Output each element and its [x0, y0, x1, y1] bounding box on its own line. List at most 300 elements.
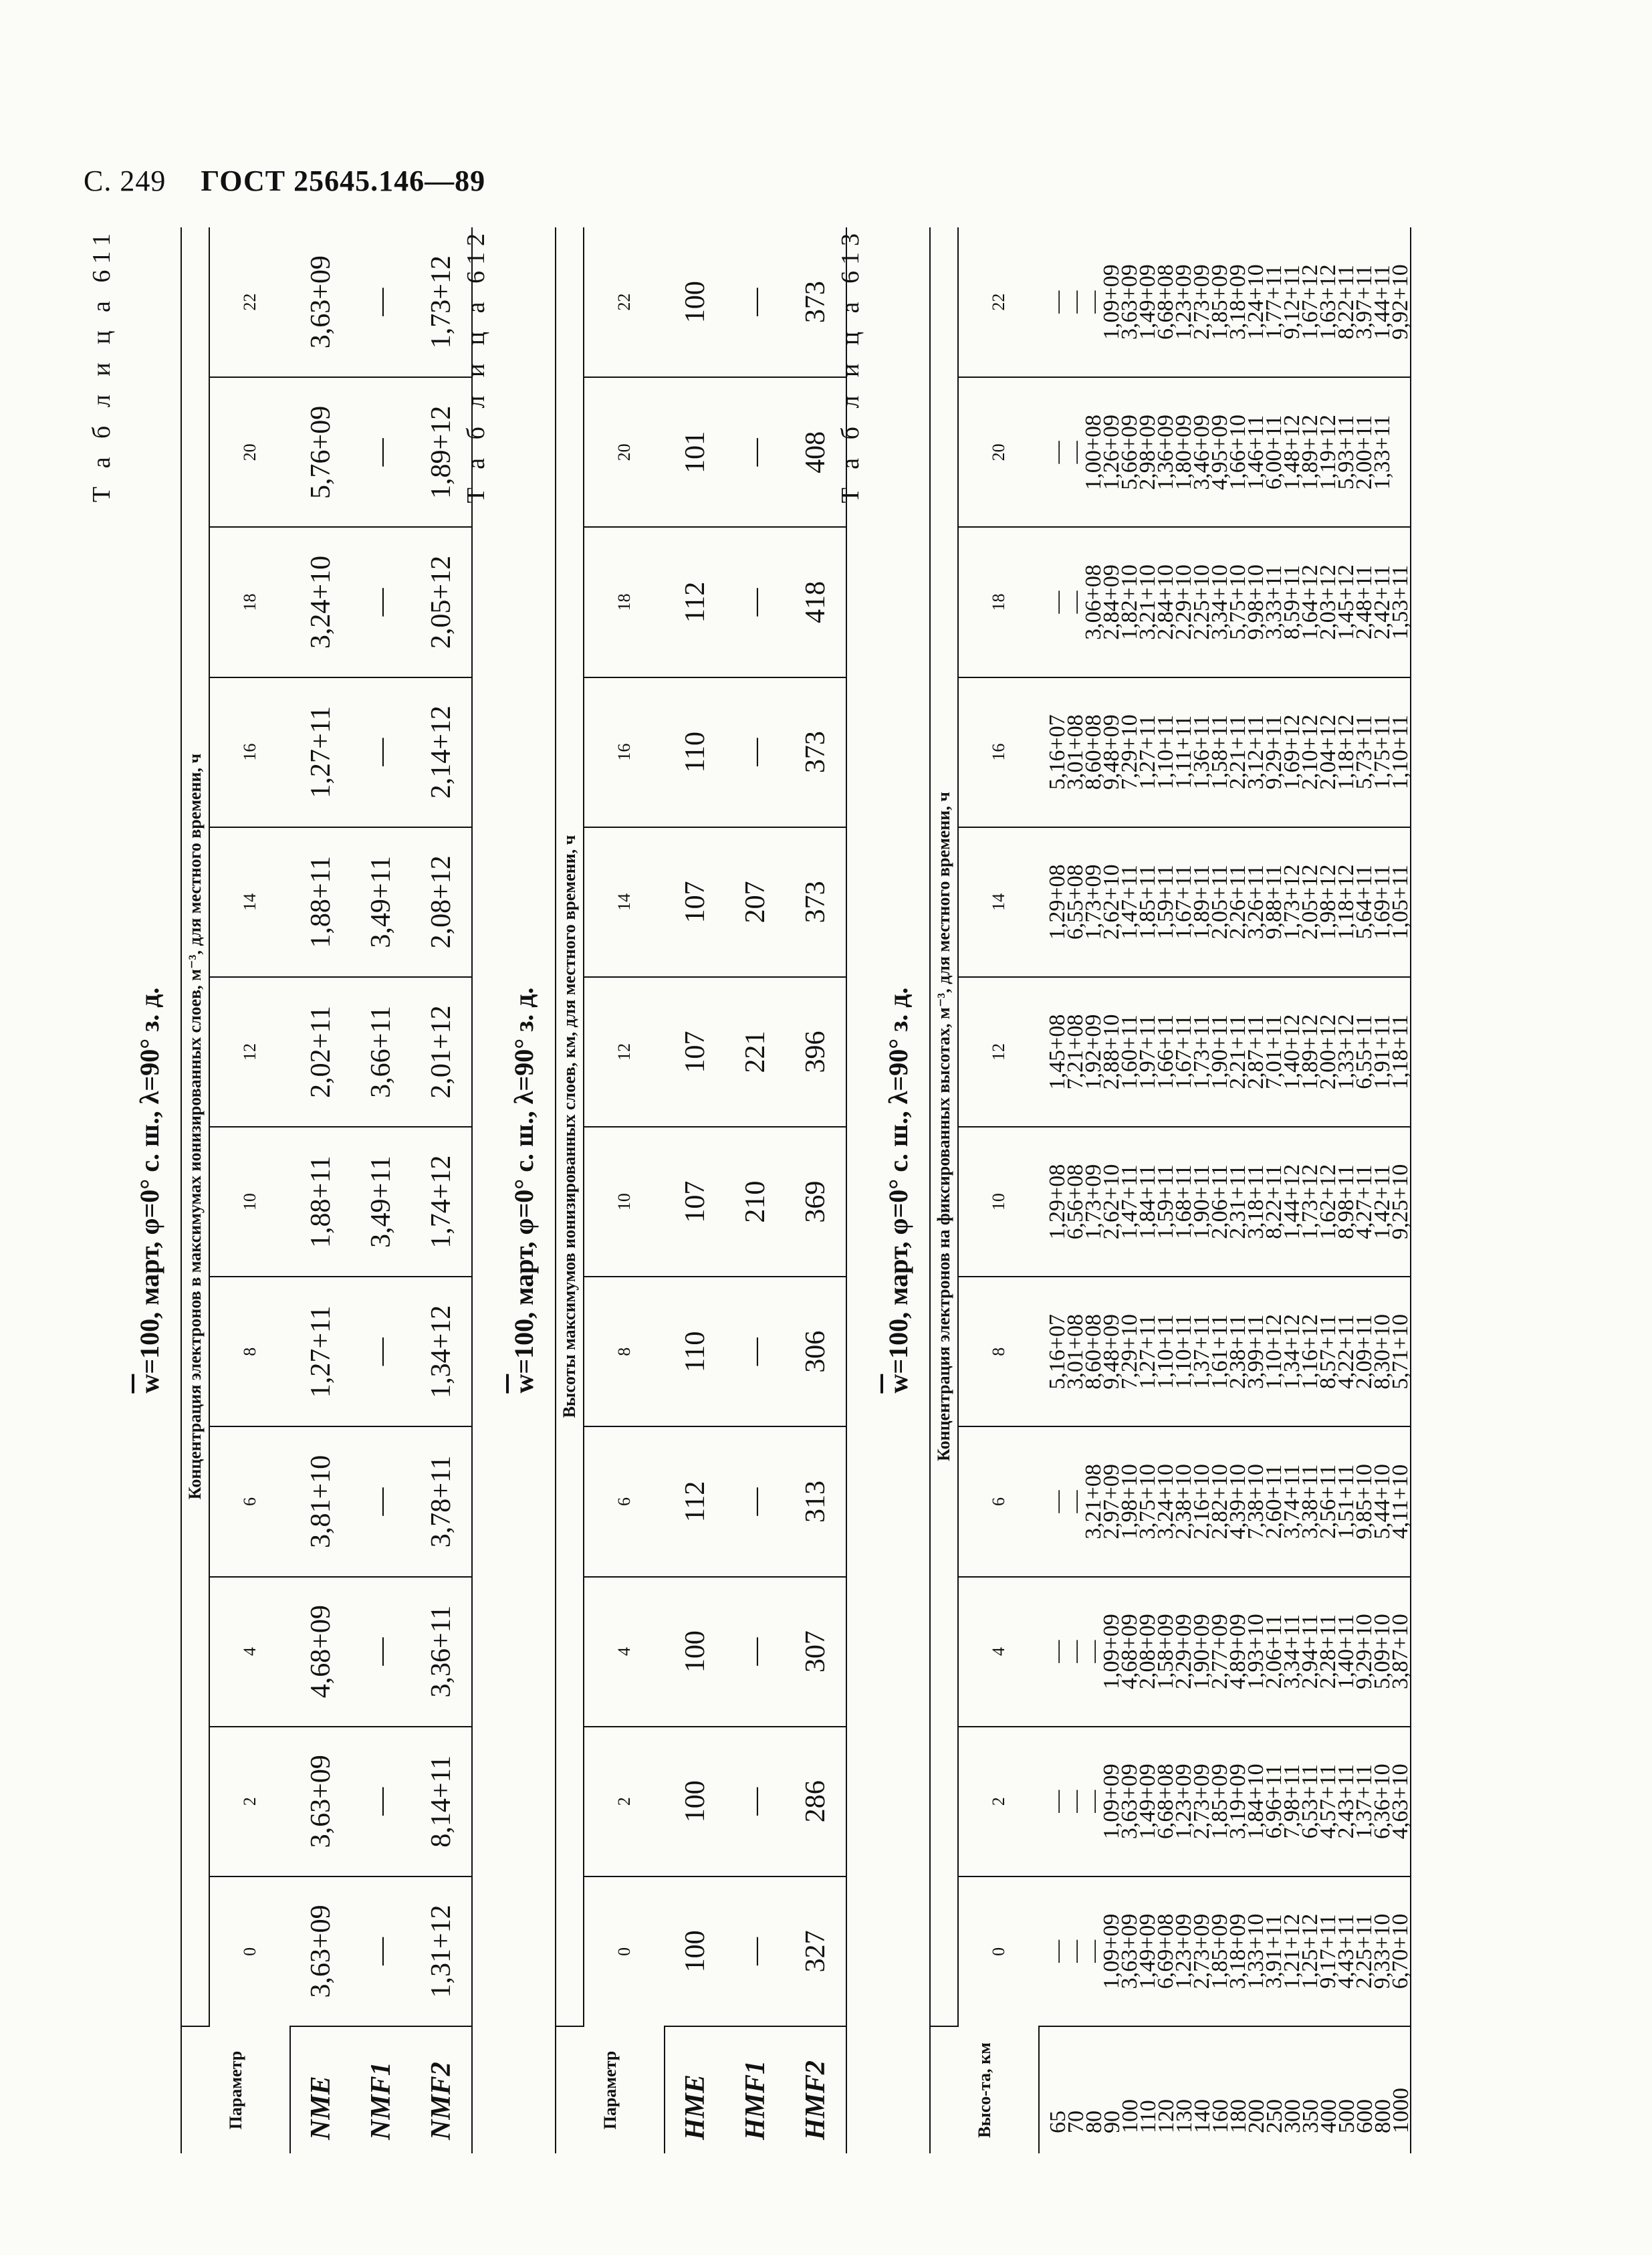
concentration-value: 2,03+12 [1316, 564, 1340, 640]
concentration-value: 3,24+10 [1153, 1464, 1178, 1539]
concentration-value: 9,33+10 [1370, 1913, 1395, 1990]
table-611-title-w: $\overline{w}$ [134, 1374, 164, 1394]
concentration-value: 6,68+08 [1153, 1763, 1178, 1840]
concentration-value: 1,05+11 [1388, 865, 1413, 940]
concentration-value: 1,44+12 [1280, 1164, 1304, 1240]
table-611-body [290, 227, 472, 2153]
concentration-value: 1,77+11 [1262, 264, 1286, 340]
value-cell: — [725, 377, 786, 527]
value-cell: 5,76+09 [290, 377, 351, 527]
table-613-title [882, 227, 914, 2153]
concentration-value: 6,53+11 [1298, 1764, 1322, 1839]
concentration-value: 1,10+11 [1153, 1314, 1178, 1390]
concentration-value: 6,68+08 [1153, 264, 1178, 340]
concentration-value: 1,10+11 [1388, 714, 1413, 790]
value-cell: 210 [725, 1127, 786, 1277]
value-cell: 1,89+12 [411, 377, 472, 527]
value-cell: 221 [725, 977, 786, 1127]
height-value: 1000 [1389, 2088, 1413, 2133]
concentration-value: 1,73+09 [1081, 1164, 1106, 1240]
hour-column [1039, 977, 1411, 1127]
value-cell: 3,81+10 [290, 1426, 351, 1576]
hour-header: 22 [584, 227, 665, 377]
concentration-value: — [1045, 1640, 1070, 1663]
concentration-value: 1,75+11 [1370, 714, 1395, 790]
concentration-value: — [1045, 1490, 1070, 1513]
concentration-value: 2,38+10 [1171, 1464, 1196, 1539]
value-cell: — [351, 1277, 411, 1426]
value-cell: 418 [786, 527, 846, 677]
value-cell: 1,34+12 [411, 1277, 472, 1426]
hour-column [1039, 377, 1411, 527]
concentration-value: 6,55+11 [1352, 1014, 1377, 1089]
value-cell: 369 [786, 1127, 846, 1277]
table-613-title-rest: =100, март, φ=0° с. ш., λ=90° з. д. [883, 987, 913, 1374]
concentration-value: 3,21+10 [1135, 564, 1160, 640]
value-cell: 3,49+11 [351, 1127, 411, 1277]
table-612-label: Т а б л и ц а 612 [462, 227, 490, 504]
page-header [84, 164, 485, 198]
concentration-value: 1,98+12 [1316, 864, 1340, 940]
hour-column [1039, 227, 1411, 377]
concentration-value: 1,49+09 [1135, 1763, 1160, 1840]
hour-column [1039, 677, 1411, 827]
hour-header: 10 [209, 1127, 290, 1277]
concentration-value: 2,42+11 [1370, 564, 1395, 640]
value-cell: — [725, 1277, 786, 1426]
concentration-value: 6,96+11 [1262, 1764, 1286, 1839]
concentration-value: 9,88+11 [1262, 865, 1286, 940]
param-header: Параметр [181, 2026, 290, 2153]
concentration-value: — [1045, 290, 1070, 314]
concentration-value: 1,89+12 [1298, 415, 1322, 490]
value-cell: — [351, 1577, 411, 1727]
concentration-value: 4,43+11 [1334, 1914, 1359, 1989]
hour-column [1039, 527, 1411, 677]
concentration-value: 5,73+11 [1352, 714, 1377, 790]
concentration-value: 1,40+11 [1334, 1614, 1359, 1689]
concentration-value: — [1081, 1640, 1106, 1663]
value-cell: 2,08+12 [411, 827, 472, 977]
concentration-value: 2,25+11 [1352, 1914, 1377, 1989]
concentration-value: 8,59+11 [1280, 564, 1304, 640]
concentration-value: 3,46+09 [1189, 415, 1214, 490]
height-value: 250 [1262, 2099, 1287, 2133]
concentration-value: 1,69+11 [1370, 865, 1395, 940]
height-value: 350 [1298, 2099, 1323, 2133]
concentration-value: 3,12+11 [1244, 714, 1268, 790]
concentration-value: 3,63+09 [1117, 1913, 1142, 1990]
hour-header: 0 [240, 1947, 259, 1956]
concentration-value: — [1081, 1939, 1106, 1963]
height-value: 110 [1136, 2100, 1161, 2133]
value-cell: 1,31+12 [411, 1876, 472, 2026]
hour-header: 18 [958, 527, 1039, 677]
table-613-block [836, 227, 1437, 2153]
height-value: 90 [1100, 2111, 1125, 2133]
concentration-value: — [1063, 1640, 1088, 1663]
param-name: HME [680, 2074, 711, 2140]
hour-column [1039, 1277, 1411, 1426]
concentration-value: 1,09+09 [1099, 1913, 1124, 1990]
concentration-value: 3,26+11 [1244, 865, 1268, 940]
height-value: 65 [1046, 2111, 1070, 2133]
concentration-value: 2,26+11 [1225, 865, 1250, 940]
value-cell: 3,24+10 [290, 527, 351, 677]
concentration-value: 1,47+11 [1117, 865, 1142, 940]
height-value: 140 [1190, 2099, 1215, 2133]
concentration-value: 5,64+11 [1352, 865, 1377, 940]
concentration-value: 3,33+11 [1262, 564, 1286, 640]
concentration-value: 1,10+12 [1262, 1313, 1286, 1390]
hour-column [1039, 1727, 1411, 1876]
hour-header: 0 [614, 1947, 634, 1956]
concentration-value: 1,92+09 [1081, 1014, 1106, 1090]
concentration-value: 3,18+09 [1225, 264, 1250, 340]
concentration-value: 2,82+10 [1207, 1464, 1232, 1539]
table-611-block [87, 227, 461, 2153]
height-value: 600 [1352, 2099, 1377, 2133]
height-value: 200 [1244, 2099, 1269, 2133]
hour-header: 22 [958, 227, 1039, 377]
value-cell: 373 [786, 227, 846, 377]
value-cell: — [351, 1727, 411, 1876]
concentration-value: 1,36+11 [1189, 714, 1214, 790]
concentration-value: 5,16+07 [1045, 1313, 1070, 1390]
value-cell: 100 [665, 1577, 725, 1727]
concentration-value: 1,18+12 [1334, 714, 1359, 790]
concentration-value: 3,38+11 [1298, 1464, 1322, 1539]
hour-header: 20 [958, 377, 1039, 527]
table-612 [555, 227, 847, 2153]
concentration-value: 1,29+08 [1045, 1164, 1070, 1240]
concentration-value: 9,25+10 [1388, 1164, 1413, 1240]
hour-header: 6 [584, 1426, 665, 1576]
value-cell: 373 [786, 827, 846, 977]
concentration-value: 1,93+10 [1244, 1614, 1268, 1689]
value-cell: — [351, 227, 411, 377]
concentration-value: 2,16+10 [1189, 1464, 1214, 1539]
hour-column [1039, 827, 1411, 977]
concentration-value: 8,30+10 [1370, 1313, 1395, 1390]
table-611-title-rest: =100, март, φ=0° с. ш., λ=90° з. д. [134, 987, 164, 1374]
value-cell: 2,14+12 [411, 677, 472, 827]
concentration-value: 3,19+09 [1225, 1763, 1250, 1840]
value-cell: 207 [725, 827, 786, 977]
concentration-value: 2,62+10 [1099, 864, 1124, 940]
concentration-value: 2,31+11 [1225, 1164, 1250, 1239]
param-header: Параметр [556, 2026, 665, 2153]
concentration-value: 1,67+11 [1171, 1014, 1196, 1089]
hour-header: 18 [584, 527, 665, 677]
concentration-value: — [1081, 1790, 1106, 1813]
concentration-value: 3,21+08 [1081, 1464, 1106, 1539]
super-header: Высоты максимумов ионизированных слоев, км, для местного времени, ч [556, 227, 584, 2026]
concentration-value: 1,91+11 [1370, 1014, 1395, 1089]
concentration-value: 1,46+11 [1244, 415, 1268, 490]
concentration-value: 7,29+10 [1117, 1313, 1142, 1390]
concentration-value: 5,75+10 [1225, 564, 1250, 640]
concentration-value: 1,90+11 [1189, 1164, 1214, 1239]
concentration-value: 5,16+07 [1045, 714, 1070, 790]
hours-row [584, 227, 665, 2153]
concentration-value: 1,67+12 [1298, 264, 1322, 340]
concentration-value: 1,66+11 [1153, 1014, 1178, 1089]
heights-column [1039, 2026, 1411, 2153]
concentration-value: 8,22+11 [1262, 1164, 1286, 1239]
concentration-value: 3,06+08 [1081, 564, 1106, 640]
concentration-value: 3,97+11 [1352, 264, 1377, 340]
concentration-value: 1,84+11 [1135, 1164, 1160, 1239]
concentration-value: 6,69+08 [1153, 1913, 1178, 1990]
concentration-value: 1,27+11 [1135, 1314, 1160, 1390]
concentration-value: 1,59+11 [1153, 865, 1178, 940]
concentration-value: 9,85+10 [1352, 1464, 1377, 1539]
hour-header: 10 [584, 1127, 665, 1277]
value-cell: 110 [665, 677, 725, 827]
value-cell: 396 [786, 977, 846, 1127]
concentration-value: 1,37+11 [1189, 1314, 1214, 1390]
concentration-value: 9,92+10 [1388, 264, 1413, 340]
concentration-value: 2,29+09 [1171, 1614, 1196, 1689]
hour-header: 18 [209, 527, 290, 677]
value-cell: 1,74+12 [411, 1127, 472, 1277]
height-value: 130 [1172, 2099, 1197, 2133]
concentration-value: 1,09+09 [1099, 1763, 1124, 1840]
value-cell: 3,66+11 [351, 977, 411, 1127]
value-cell: — [725, 527, 786, 677]
value-cell: 3,78+11 [411, 1426, 472, 1576]
concentration-value: 4,39+10 [1225, 1464, 1250, 1539]
concentration-value: 1,98+10 [1117, 1464, 1142, 1539]
concentration-value: 1,82+10 [1117, 564, 1142, 640]
concentration-value: 1,73+12 [1298, 1164, 1322, 1240]
value-cell: 3,36+11 [411, 1577, 472, 1727]
table-613 [929, 227, 1411, 2153]
concentration-value: 3,87+10 [1388, 1614, 1413, 1689]
concentration-value: 4,27+11 [1352, 1164, 1377, 1239]
concentration-value: — [1063, 1490, 1088, 1513]
hour-header: 16 [209, 677, 290, 827]
height-value: 500 [1334, 2099, 1359, 2133]
concentration-value: 2,08+09 [1135, 1614, 1160, 1689]
concentration-value: 5,44+10 [1370, 1464, 1395, 1539]
concentration-value: 1,36+09 [1153, 415, 1178, 490]
concentration-value: 1,47+11 [1117, 1164, 1142, 1239]
concentration-value: 4,63+10 [1388, 1763, 1413, 1840]
concentration-value: 2,73+09 [1189, 1913, 1214, 1990]
hour-header: 4 [584, 1577, 665, 1727]
value-cell: — [351, 677, 411, 827]
hour-header: 4 [209, 1577, 290, 1727]
value-cell: — [725, 227, 786, 377]
concentration-value: 1,63+12 [1316, 264, 1340, 340]
concentration-value: 3,63+09 [1117, 264, 1142, 340]
hour-header: 2 [584, 1727, 665, 1876]
concentration-value: 1,51+11 [1334, 1464, 1359, 1539]
height-value: 120 [1154, 2099, 1179, 2133]
concentration-value: 9,48+09 [1099, 1313, 1124, 1390]
param-name: NMF1 [366, 2062, 396, 2140]
concentration-value: 1,40+12 [1280, 1014, 1304, 1090]
value-cell: 110 [665, 1277, 725, 1426]
concentration-value: 1,18+11 [1388, 1014, 1413, 1089]
concentration-value: 2,28+11 [1316, 1614, 1340, 1689]
concentration-value: 1,67+11 [1171, 865, 1196, 940]
hour-header: 6 [209, 1426, 290, 1576]
height-header: Высо-та, км [930, 2026, 1039, 2153]
concentration-value: 1,60+11 [1117, 1014, 1142, 1089]
value-cell: 408 [786, 377, 846, 527]
concentration-value: 1,45+12 [1334, 564, 1359, 640]
hour-header: 20 [209, 377, 290, 527]
concentration-value: 1,85+09 [1207, 1913, 1232, 1990]
hour-header: 12 [958, 977, 1039, 1127]
concentration-value: 7,01+11 [1262, 1014, 1286, 1089]
concentration-value: — [1063, 1790, 1088, 1813]
concentration-value: 1,37+11 [1352, 1764, 1377, 1839]
height-value: 180 [1226, 2099, 1251, 2133]
param-name: HMF1 [740, 2060, 771, 2140]
hour-column [1039, 1127, 1411, 1277]
concentration-value: 7,29+10 [1117, 714, 1142, 790]
table-row [725, 227, 786, 2153]
concentration-value: 2,21+11 [1225, 714, 1250, 790]
value-cell: 107 [665, 1127, 725, 1277]
hour-column [1039, 1876, 1411, 2026]
concentration-value: 8,60+08 [1081, 1313, 1106, 1390]
value-cell: — [725, 1727, 786, 1876]
concentration-value: 8,57+11 [1316, 1314, 1340, 1390]
hour-header: 8 [584, 1277, 665, 1426]
value-cell: 1,73+12 [411, 227, 472, 377]
hour-column [1039, 1577, 1411, 1727]
concentration-value: 2,62+10 [1099, 1164, 1124, 1240]
height-value: 80 [1082, 2111, 1106, 2133]
value-cell: — [351, 377, 411, 527]
concentration-value: 3,01+08 [1063, 714, 1088, 790]
concentration-value: 7,38+10 [1244, 1464, 1268, 1539]
value-cell: — [725, 1876, 786, 2026]
value-cell: 1,88+11 [290, 827, 351, 977]
concentration-value: 3,75+10 [1135, 1464, 1160, 1539]
concentration-value: 1,73+09 [1081, 864, 1106, 940]
concentration-value: 1,23+09 [1171, 1913, 1196, 1990]
concentration-value: 1,85+09 [1207, 264, 1232, 340]
concentration-value: 2,48+11 [1352, 564, 1377, 640]
concentration-value: 1,53+11 [1388, 564, 1413, 640]
concentration-value: 2,29+10 [1171, 564, 1196, 640]
concentration-value: 1,25+12 [1298, 1913, 1322, 1990]
hour-header: 2 [209, 1727, 290, 1876]
concentration-value: 1,64+12 [1298, 564, 1322, 640]
table-613-body [1039, 227, 1411, 2153]
hour-header: 14 [958, 827, 1039, 977]
concentration-value: 2,21+11 [1225, 1014, 1250, 1089]
hour-header: 14 [209, 827, 290, 977]
concentration-value: 1,80+09 [1171, 415, 1196, 490]
concentration-value: 1,73+12 [1280, 864, 1304, 940]
concentration-value: 8,98+11 [1334, 1164, 1359, 1239]
concentration-value: 3,91+11 [1262, 1914, 1286, 1989]
table-612-title-rest: =100, март, φ=0° с. ш., λ=90° з. д. [509, 987, 539, 1374]
height-value: 70 [1064, 2111, 1088, 2133]
table-612-body [665, 227, 846, 2153]
concentration-value: 2,87+11 [1244, 1014, 1268, 1089]
concentration-value: 1,24+10 [1244, 264, 1268, 340]
concentration-value: 1,49+09 [1135, 1913, 1160, 1990]
concentration-value: 2,84+10 [1153, 564, 1178, 640]
concentration-value: 2,06+11 [1262, 1614, 1286, 1689]
hour-column [1039, 1426, 1411, 1576]
concentration-value: 8,60+08 [1081, 714, 1106, 790]
hour-header: 8 [958, 1277, 1039, 1426]
concentration-value: 1,61+11 [1207, 1314, 1232, 1390]
concentration-value: 1,34+12 [1280, 1313, 1304, 1390]
concentration-value: 1,18+12 [1334, 864, 1359, 940]
concentration-value: 1,48+12 [1280, 415, 1304, 490]
concentration-value: 1,29+08 [1045, 864, 1070, 940]
concentration-value: 7,98+11 [1280, 1764, 1304, 1839]
concentration-value: 8,22+11 [1334, 264, 1359, 340]
concentration-value: 1,10+11 [1153, 714, 1178, 790]
concentration-value: 2,00+11 [1352, 415, 1377, 490]
value-cell: 3,63+09 [290, 1727, 351, 1876]
concentration-value: 5,93+11 [1334, 415, 1359, 490]
hour-header: 14 [584, 827, 665, 977]
concentration-value: 9,12+11 [1280, 264, 1304, 340]
concentration-value: — [1063, 441, 1088, 464]
super-header: Концентрация электронов на фиксированных высотах, м⁻³, для местного времени, ч [930, 227, 958, 2026]
hour-header: 20 [584, 377, 665, 527]
value-cell: 3,63+09 [290, 1876, 351, 2026]
concentration-value: 6,55+08 [1063, 864, 1088, 940]
concentration-value: 7,21+08 [1063, 1014, 1088, 1090]
concentration-value: 1,85+11 [1135, 865, 1160, 940]
concentration-value: 2,97+09 [1099, 1464, 1124, 1539]
concentration-value: 1,23+09 [1171, 1763, 1196, 1840]
concentration-value: — [1081, 290, 1106, 314]
concentration-value: 2,06+11 [1207, 1164, 1232, 1239]
concentration-value: 3,63+09 [1117, 1763, 1142, 1840]
concentration-value: 9,29+11 [1262, 714, 1286, 790]
hour-header: 6 [958, 1426, 1039, 1576]
table-612-title [508, 227, 540, 2153]
concentration-value: 3,01+08 [1063, 1313, 1088, 1390]
concentration-value: 1,21+12 [1280, 1913, 1304, 1990]
concentration-value: 2,00+12 [1316, 1014, 1340, 1090]
value-cell: 286 [786, 1727, 846, 1876]
concentration-value: 2,98+09 [1135, 415, 1160, 490]
rotated-content [87, 227, 1437, 2153]
concentration-value: 3,34+11 [1280, 1614, 1304, 1689]
concentration-value: 2,25+10 [1189, 564, 1214, 640]
concentration-value: 1,89+12 [1298, 1014, 1322, 1090]
concentration-value: 3,99+11 [1244, 1314, 1268, 1390]
concentration-value: 4,89+09 [1225, 1614, 1250, 1689]
concentration-value: 1,90+11 [1207, 1014, 1232, 1089]
concentration-value: 5,09+10 [1370, 1614, 1395, 1689]
table-611 [181, 227, 473, 2153]
concentration-value: 1,73+11 [1189, 1014, 1214, 1089]
concentration-value: 2,88+10 [1099, 1014, 1124, 1090]
value-cell: — [725, 677, 786, 827]
concentration-value: 1,66+10 [1225, 415, 1250, 490]
hour-header: 22 [209, 227, 290, 377]
value-cell: — [351, 1876, 411, 2026]
concentration-value: 2,60+11 [1262, 1464, 1286, 1539]
concentration-value: 6,00+11 [1262, 415, 1286, 490]
